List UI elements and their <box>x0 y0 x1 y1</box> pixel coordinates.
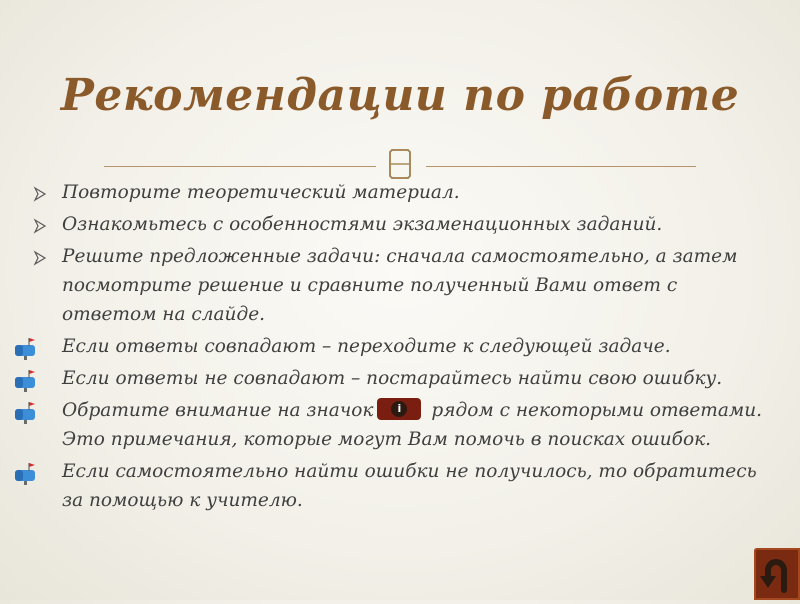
list-item-text: Если ответы не совпадают – постарайтесь найти свою ошибку. <box>62 368 723 389</box>
back-button[interactable] <box>754 548 800 600</box>
list-item <box>0 457 800 515</box>
list-item-text: Повторите теоретический материал. <box>62 182 460 203</box>
title-divider-right <box>426 166 696 167</box>
title-divider-left <box>104 166 376 167</box>
mailbox-icon <box>13 336 41 360</box>
outline-arrow-icon <box>33 186 47 202</box>
list-item-text: Если самостоятельно найти ошибки не получилось, то обратитесь за помощью к учителю. <box>62 461 757 511</box>
recommendations-list <box>0 178 800 518</box>
list-item-text: Решите предложенные задачи: сначала самостоятельно, а затем посмотрите решение и сравните полученный Вами ответ с ответом на слайде. <box>62 246 738 325</box>
outline-arrow-icon <box>33 250 47 266</box>
list-item-text: рядом с некоторыми ответами. Это примечания, которые могут Вам помочь в поисках ошибок. <box>62 400 762 450</box>
mailbox-icon <box>13 461 41 485</box>
mailbox-icon <box>13 368 41 392</box>
outline-arrow-icon <box>33 218 47 234</box>
list-item <box>0 364 800 393</box>
list-item <box>0 210 800 239</box>
list-item-text: Ознакомьтесь с особенностями экзаменационных заданий. <box>62 214 663 235</box>
info-note-letter: i <box>391 401 407 417</box>
mailbox-icon <box>13 400 41 424</box>
slide-title: Рекомендации по работе <box>60 70 740 121</box>
info-note-icon <box>377 398 421 420</box>
list-item <box>0 332 800 361</box>
u-turn-back-icon <box>754 548 800 600</box>
list-item <box>0 396 800 454</box>
list-item <box>0 178 800 207</box>
list-item-text: Если ответы совпадают – переходите к следующей задаче. <box>62 336 671 357</box>
list-item <box>0 242 800 329</box>
list-item-text: Обратите внимание на значок <box>62 400 374 421</box>
